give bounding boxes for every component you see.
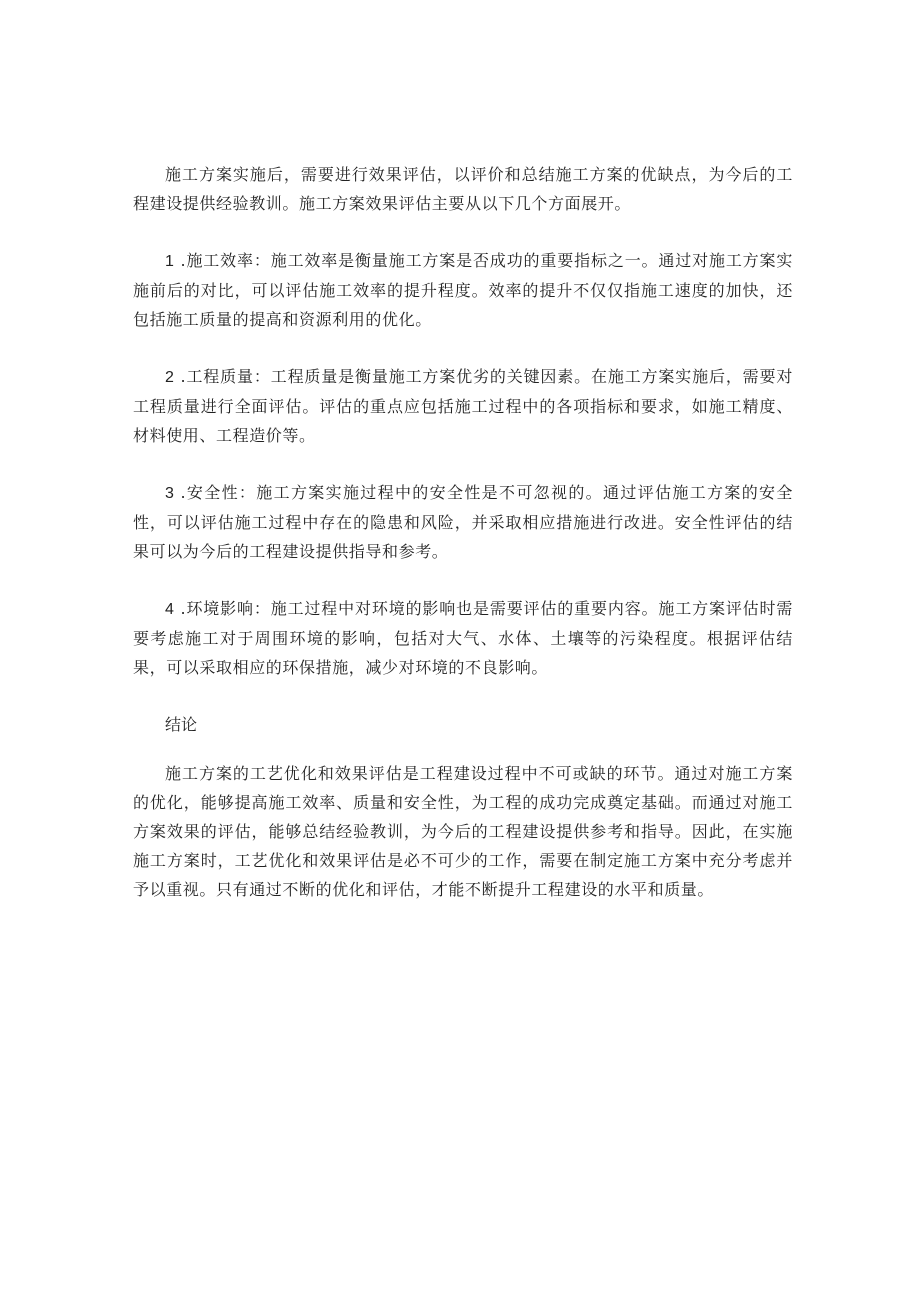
document-body [133,160,793,932]
item-text: .环境影响：施工过程中对环境的影响也是需要评估的重要内容。施工方案评估时需要考虑施工对于周围环境的影响，包括对大气、水体、土壤等的污染程度。根据评估结果，可以采取相应的环保措施，减少对环境的不良影响。 [133,599,793,677]
item-number: 3 [165,485,175,502]
item-number: 1 [165,253,175,270]
evaluation-item-efficiency [133,246,793,334]
item-text: .安全性：施工方案实施过程中的安全性是不可忽视的。通过评估施工方案的安全性，可以评估施工过程中存在的隐患和风险，并采取相应措施进行改进。安全性评估的结果可以为今后的工程建设提供指导和参考。 [133,483,793,561]
conclusion-heading: 结论 [165,715,198,734]
evaluation-item-safety [133,478,793,566]
evaluation-item-quality [133,362,793,450]
item-text: .工程质量：工程质量是衡量施工方案优劣的关键因素。在施工方案实施后，需要对工程质量进行全面评估。评估的重点应包括施工过程中的各项指标和要求，如施工精度、材料使用、工程造价等。 [133,367,793,445]
intro-paragraph: 施工方案实施后，需要进行效果评估，以评价和总结施工方案的优缺点，为今后的工程建设提供经验教训。施工方案效果评估主要从以下几个方面展开。 [133,165,793,213]
item-number: 4 [165,601,175,618]
conclusion-paragraph: 施工方案的工艺优化和效果评估是工程建设过程中不可或缺的环节。通过对施工方案的优化，能够提高施工效率、质量和安全性，为工程的成功完成奠定基础。而通过对施工方案效果的评估，能够总结经验教训，为今后的工程建设提供参考和指导。因此，在实施施工方案时，工艺优化和效果评估是必不可少的工作，需要在制定施工方案中充分考虑并予以重视。只有通过不断的优化和评估，才能不断提升工程建设的水平和质量。 [133,764,793,899]
evaluation-item-environment [133,594,793,682]
item-number: 2 [165,369,175,386]
item-text: .施工效率：施工效率是衡量施工方案是否成功的重要指标之一。通过对施工方案实施前后的对比，可以评估施工效率的提升程度。效率的提升不仅仅指施工速度的加快，还包括施工质量的提高和资源利用的优化。 [133,251,793,329]
